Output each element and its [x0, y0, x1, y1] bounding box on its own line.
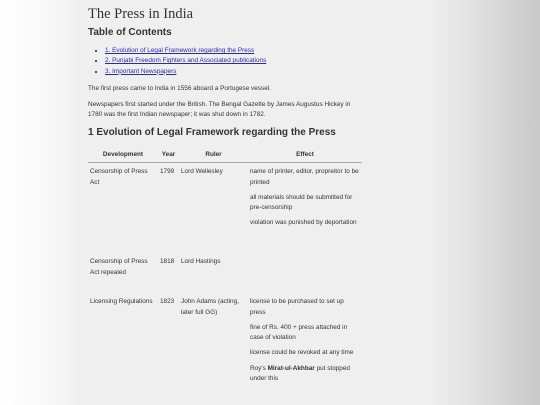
section-heading-evolution: 1 Evolution of Legal Framework regarding the Press: [88, 127, 336, 138]
toc-heading: Table of Contents: [88, 27, 172, 38]
table-of-contents: [88, 46, 266, 77]
effect-cell: [248, 163, 362, 254]
year-cell: 1799: [160, 168, 175, 176]
ruler-cell: Lord Hastings: [181, 258, 221, 266]
effect-cell: [248, 293, 362, 389]
legal-framework-table: [88, 148, 362, 389]
column-header-development: Development: [88, 148, 158, 163]
effect-item: fine of Rs. 400 + press attached in case of violation: [250, 323, 348, 342]
table-row: [88, 253, 362, 293]
effect-item: name of printer, editor, propreitor to be printed: [250, 168, 359, 186]
effect-suffix: put stopped under this: [250, 364, 350, 383]
ruler-cell: John Adams (acting, later full GG): [181, 298, 239, 316]
development-cell: Censorship of Press Act: [90, 168, 148, 186]
effect-item: all materials should be submitted for pre-censorship: [250, 193, 353, 212]
effect-cell: [248, 253, 362, 293]
toc-link-evolution[interactable]: 1. Evolution of Legal Framework regarding the Press: [105, 47, 255, 54]
year-cell: 1818: [160, 258, 175, 266]
effect-item: [250, 364, 360, 385]
development-cell: Licensing Regulations: [90, 298, 153, 306]
intro-paragraph-1: The first press came to India in 1556 aboard a Portugese vessel.: [88, 85, 271, 92]
toc-link-newspapers[interactable]: 3. Important Newspapers: [105, 67, 177, 75]
toc-link-punjabi[interactable]: 2. Punjabi Freedom Fighters and Associated publications: [105, 57, 267, 65]
toc-item: [105, 67, 266, 77]
year-cell: 1823: [160, 298, 175, 306]
toc-item: [105, 46, 266, 56]
table-header-row: [88, 148, 362, 163]
newspaper-name: Mirat-ul-Akhbar: [267, 364, 315, 372]
intro-paragraph-2: Newspapers first started under the British. The Bengal Gazette by James Augustus Hickey in 1780 was the first Indian newspaper; it was shut down in 1782.: [88, 101, 351, 119]
column-header-effect: Effect: [248, 148, 362, 163]
column-header-ruler: Ruler: [179, 148, 248, 163]
effect-item: violation was punished by deportation: [250, 219, 357, 227]
effect-item: license to be purchased to set up press: [250, 298, 344, 316]
effect-item: license could be revoked at any time: [250, 349, 354, 357]
table-row: [88, 163, 362, 254]
column-header-year: Year: [158, 148, 179, 163]
development-cell: Censorship of Press Act repealed: [90, 258, 148, 276]
ruler-cell: Lord Wellesley: [181, 168, 223, 176]
table-row: [88, 293, 362, 389]
site-title: The Press in India: [88, 6, 194, 22]
toc-item: [105, 56, 266, 66]
effect-prefix: Roy's: [250, 364, 268, 372]
